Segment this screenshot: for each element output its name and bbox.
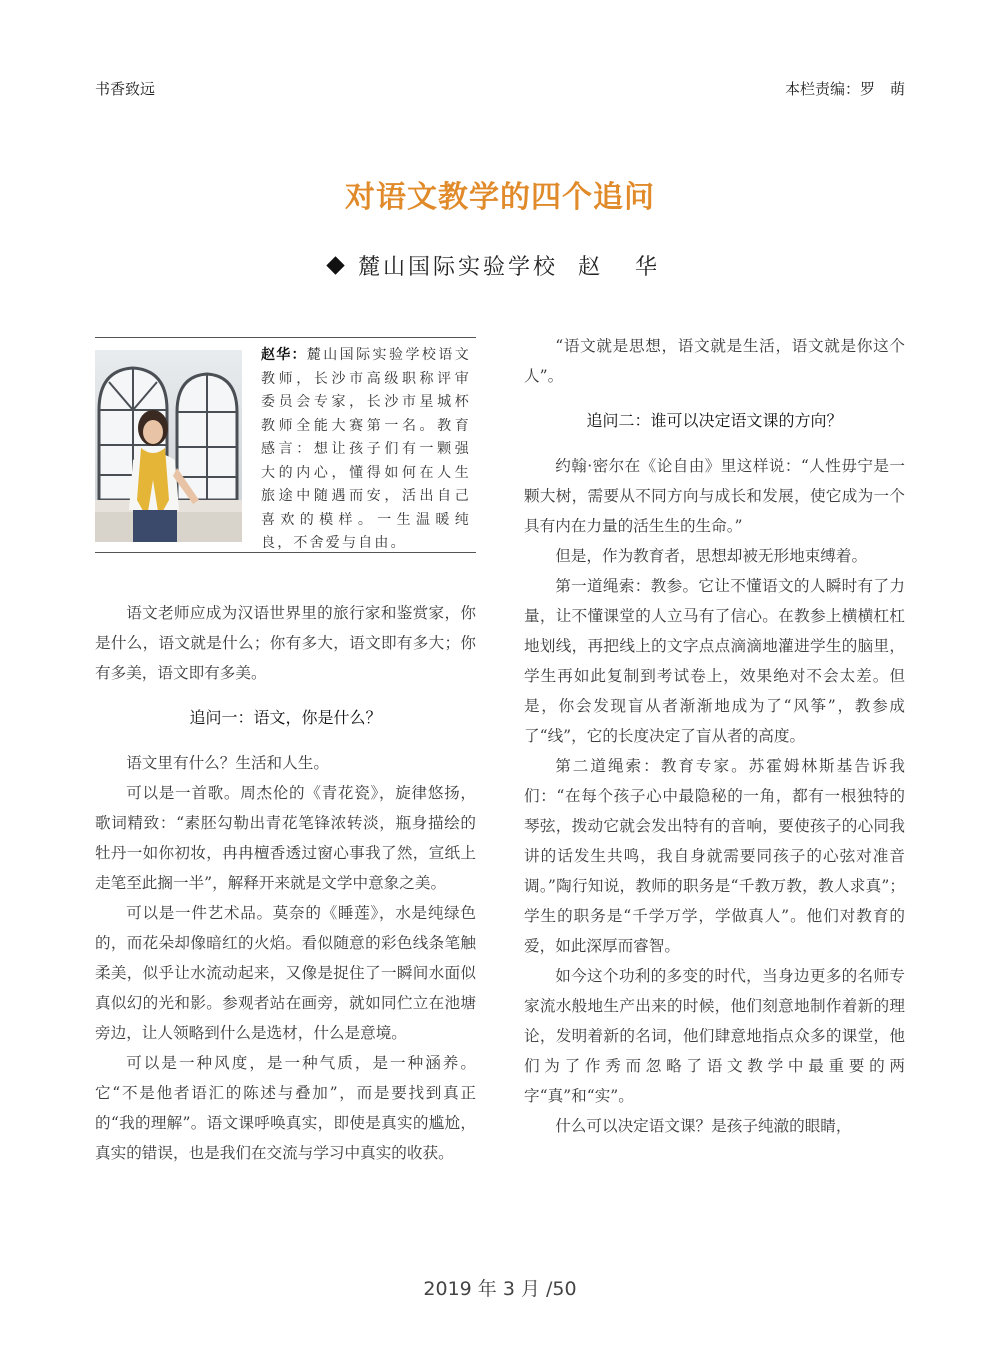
paragraph: 可以是一种风度，是一种气质，是一种涵养。它“不是他者语汇的陈述与叠加”，而是要找到真正的“我的理解”。语文课呼唤真实，即使是真实的尴尬，真实的错误，也是我们在交流与学习中真实的收获。: [95, 1054, 476, 1162]
paragraph: 可以是一首歌。周杰伦的《青花瓷》，旋律悠扬，歌词精致：“素胚勾勒出青花笔锋浓转淡，瓶身描绘的牡丹一如你初妆，冉冉檀香透过窗心事我了然，宣纸上走笔至此搁一半”，解释开来就是文学中意象之美。: [95, 784, 476, 892]
paragraph: 第二道绳索：教育专家。苏霍姆林斯基告诉我们：“在每个孩子心中最隐秘的一角，都有一根独特的琴弦，拨动它就会发出特有的音响，要使孩子的心同我讲的话发生共鸣，我自身就需要同孩子的心弦对准音调。”陶行知说，教师的职务是“千教万教，教人求真”；学生的职务是“千学万学，学做真人”。他们对教育的爱，如此深厚而睿智。: [524, 757, 905, 955]
paragraph: 语文里有什么？生活和人生。: [126, 754, 329, 772]
byline-school: 麓山国际实验学校: [357, 255, 558, 280]
paragraph: 如今这个功利的多变的时代，当身边更多的名师专家流水般地生产出来的时候，他们刻意地制作着新的理论，发明着新的名词，他们肆意地指点众多的课堂，他们为了作秀而忽略了语文教学中最重要的两字“真”和“实”。: [524, 967, 905, 1105]
byline: [0, 250, 1000, 281]
paragraph: 但是，作为教育者，思想却被无形地束缚着。: [555, 547, 868, 565]
byline-author: 赵 华: [578, 255, 671, 280]
article-title: 对语文教学的四个追问: [345, 180, 655, 215]
left-column: [95, 598, 476, 1168]
paragraph: 语文老师应成为汉语世界里的旅行家和鉴赏家，你是什么，语文就是什么；你有多大，语文即有多大；你有多美，语文即有多美。: [95, 604, 476, 682]
author-photo: [95, 350, 242, 542]
bio-text: 麓山国际实验学校语文教师，长沙市高级职称评审委员会专家，长沙市星城杯教师全能大赛第一名。教育感言：想让孩子们有一颗强大的内心，懂得如何在人生旅途中随遇而安，活出自己喜欢的模样。一生温暖纯良，不舍爱与自由。: [261, 347, 471, 551]
section-name: 书香致远: [95, 80, 156, 98]
paragraph: 约翰·密尔在《论自由》里这样说：“人性毋宁是一颗大树，需要从不同方向与成长和发展，使它成为一个具有内在力量的活生生的生命。”: [524, 457, 905, 535]
author-bio: [261, 344, 471, 556]
paragraph: 什么可以决定语文课？是孩子纯澈的眼睛，: [555, 1117, 852, 1135]
paragraph: 第一道绳索：教参。它让不懂语文的人瞬时有了力量，让不懂课堂的人立马有了信心。在教参上横横杠杠地划线，再把线上的文字点点滴滴地灌进学生的脑里，学生再如此复制到考试卷上，效果绝对不会太差。但是，你会发现盲从者渐渐地成为了“风筝”，教参成了“线”，它的长度决定了盲从者的高度。: [524, 577, 905, 745]
diamond-bullet-icon: [326, 256, 344, 274]
section-heading: 追问二：谁可以决定语文课的方向？: [586, 411, 843, 430]
section-heading: 追问一：语文，你是什么？: [189, 708, 382, 727]
editor-credit: 本栏责编：罗 萌: [784, 80, 905, 98]
paragraph: “语文就是思想，语文就是生活，语文就是你这个人”。: [524, 337, 905, 385]
author-bio-box: [95, 337, 476, 553]
page-footer: 2019 年 3 月 /50: [423, 1278, 577, 1300]
right-column: [524, 331, 905, 1141]
paragraph: 可以是一件艺术品。莫奈的《睡莲》，水是纯绿色的，而花朵却像暗红的火焰。看似随意的彩色线条笔触柔美，似乎让水流动起来，又像是捉住了一瞬间水面似真似幻的光和影。参观者站在画旁，就如同伫立在池塘旁边，让人领略到什么是选材，什么是意境。: [95, 904, 476, 1042]
bio-name: 赵华：: [261, 347, 307, 363]
